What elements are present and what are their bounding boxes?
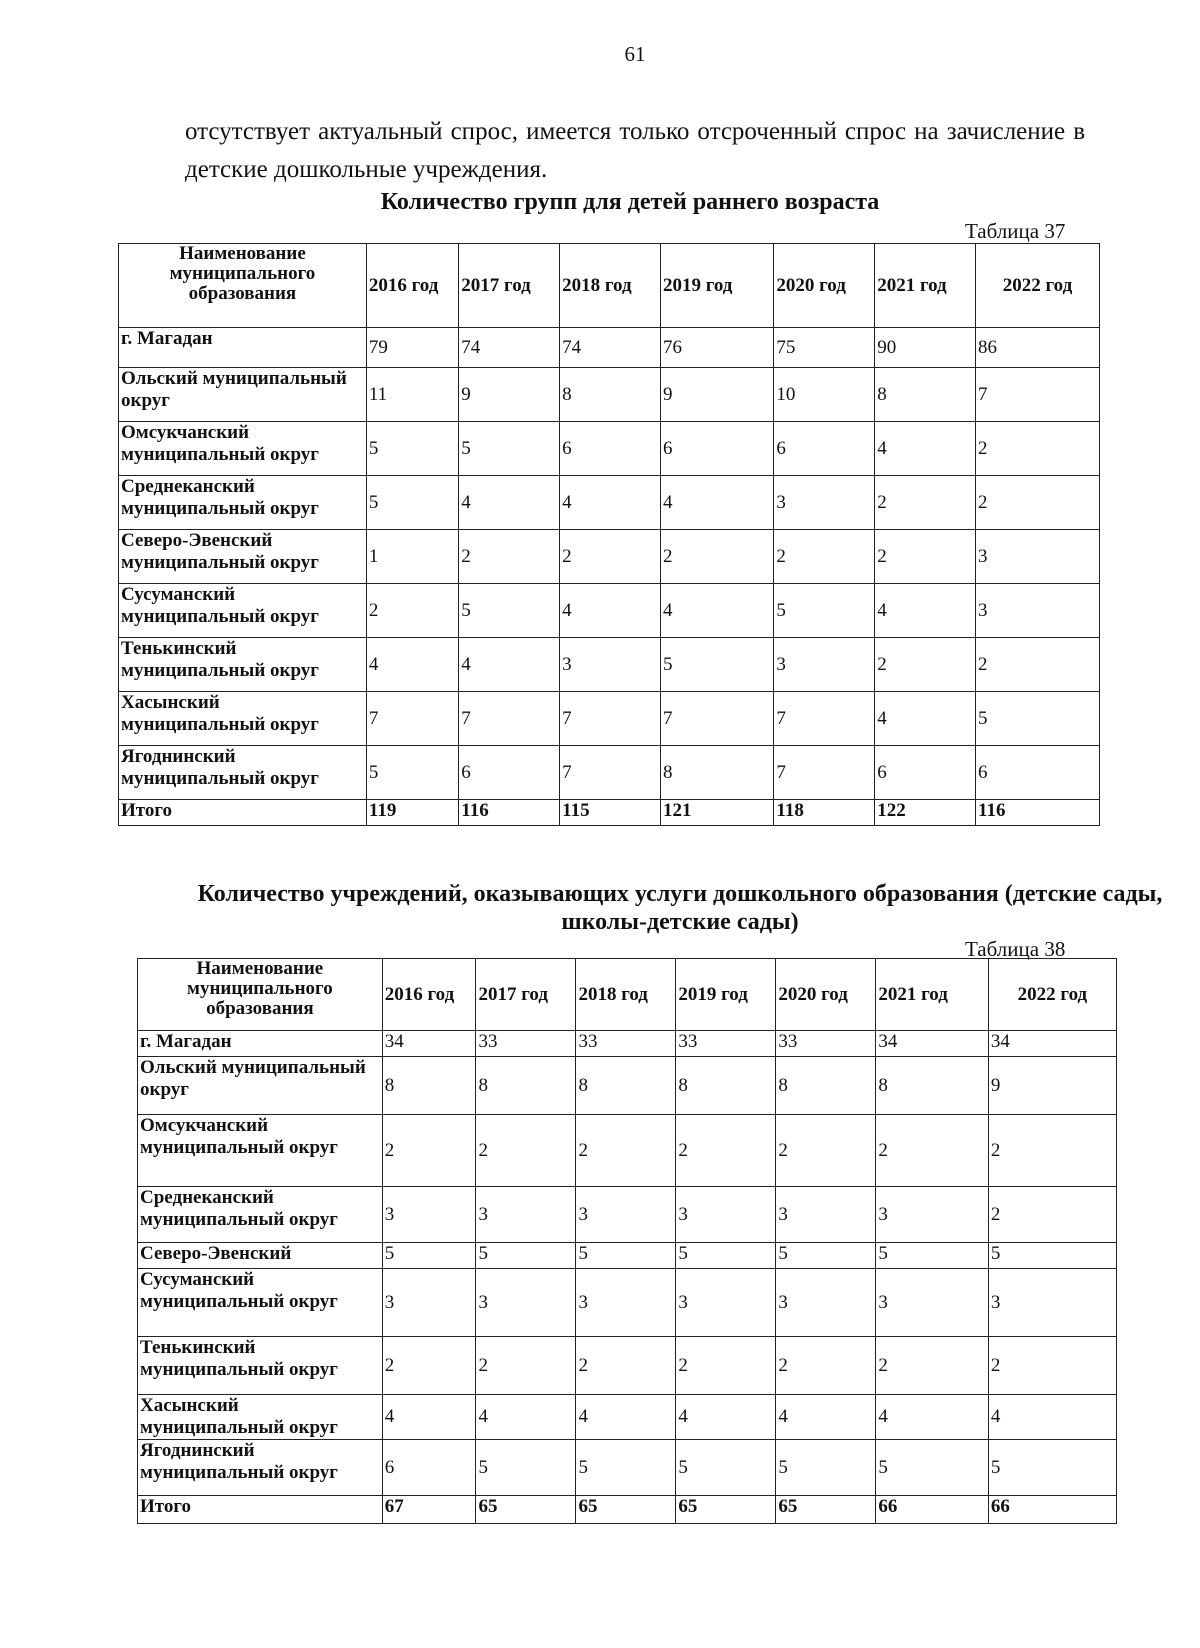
cell-value: 4 <box>576 1395 676 1440</box>
cell-value: 33 <box>576 1031 676 1057</box>
cell-value: 4 <box>459 476 560 530</box>
cell-value: 2 <box>560 530 661 584</box>
table-row <box>138 1440 1117 1496</box>
cell-value: 2 <box>976 638 1100 692</box>
cell-value: 2 <box>875 530 976 584</box>
cell-value: 2 <box>676 1115 776 1187</box>
cell-value: 3 <box>576 1187 676 1243</box>
cell-value: 3 <box>774 476 875 530</box>
municipality-name: Ягоднинский муниципальный округ <box>119 746 367 800</box>
table-38-caption: Таблица 38 <box>965 937 1066 961</box>
cell-value: 4 <box>660 584 773 638</box>
total-value: 118 <box>774 800 875 826</box>
cell-value: 5 <box>776 1440 876 1496</box>
municipality-name: Омсукчанский муниципальный округ <box>138 1115 383 1187</box>
year-header: 2021 год <box>876 959 988 1031</box>
cell-value: 3 <box>976 584 1100 638</box>
table-row <box>138 1269 1117 1337</box>
cell-value: 74 <box>560 328 661 368</box>
cell-value: 8 <box>660 746 773 800</box>
cell-value: 2 <box>576 1115 676 1187</box>
table-row <box>138 1115 1117 1187</box>
cell-value: 3 <box>988 1269 1116 1337</box>
cell-value: 4 <box>476 1395 576 1440</box>
cell-value: 90 <box>875 328 976 368</box>
cell-value: 2 <box>976 476 1100 530</box>
cell-value: 6 <box>560 422 661 476</box>
total-value: 116 <box>459 800 560 826</box>
cell-value: 2 <box>976 422 1100 476</box>
year-header: 2017 год <box>459 244 560 328</box>
cell-value: 6 <box>976 746 1100 800</box>
table-row <box>119 746 1100 800</box>
cell-value: 2 <box>988 1337 1116 1395</box>
page-number: 61 <box>624 42 646 66</box>
cell-value: 4 <box>776 1395 876 1440</box>
cell-value: 5 <box>676 1440 776 1496</box>
cell-value: 74 <box>459 328 560 368</box>
table-row <box>119 368 1100 422</box>
table-row <box>119 584 1100 638</box>
cell-value: 2 <box>476 1115 576 1187</box>
cell-value: 5 <box>988 1243 1116 1269</box>
cell-value: 10 <box>774 368 875 422</box>
total-value: 65 <box>676 1496 776 1524</box>
table-row <box>119 692 1100 746</box>
cell-value: 8 <box>476 1057 576 1115</box>
cell-value: 3 <box>876 1187 988 1243</box>
cell-value: 2 <box>382 1115 476 1187</box>
cell-value: 33 <box>776 1031 876 1057</box>
cell-value: 4 <box>875 422 976 476</box>
cell-value: 6 <box>382 1440 476 1496</box>
cell-value: 2 <box>676 1337 776 1395</box>
cell-value: 4 <box>382 1395 476 1440</box>
municipality-name: г. Магадан <box>138 1031 383 1057</box>
table-37 <box>118 243 1100 826</box>
cell-value: 7 <box>560 692 661 746</box>
cell-value: 3 <box>382 1269 476 1337</box>
cell-value: 2 <box>988 1115 1116 1187</box>
table-row <box>138 1057 1117 1115</box>
cell-value: 86 <box>976 328 1100 368</box>
total-value: 121 <box>660 800 773 826</box>
cell-value: 4 <box>560 584 661 638</box>
total-value: 67 <box>382 1496 476 1524</box>
cell-value: 4 <box>560 476 661 530</box>
name-column-header: Наименование муниципального образования <box>138 959 383 1031</box>
total-value: 66 <box>988 1496 1116 1524</box>
cell-value: 2 <box>576 1337 676 1395</box>
cell-value: 3 <box>774 638 875 692</box>
municipality-name: Сусуманский муниципальный округ <box>119 584 367 638</box>
cell-value: 4 <box>676 1395 776 1440</box>
cell-value: 2 <box>876 1337 988 1395</box>
cell-value: 5 <box>366 746 458 800</box>
cell-value: 5 <box>876 1243 988 1269</box>
cell-value: 8 <box>576 1057 676 1115</box>
cell-value: 2 <box>876 1115 988 1187</box>
table-37-caption: Таблица 37 <box>965 219 1066 243</box>
municipality-name: г. Магадан <box>119 328 367 368</box>
table-37-header-row <box>119 244 1100 328</box>
cell-value: 6 <box>774 422 875 476</box>
total-label: Итого <box>138 1496 383 1524</box>
cell-value: 2 <box>875 476 976 530</box>
municipality-name: Сусуманский муниципальный округ <box>138 1269 383 1337</box>
cell-value: 5 <box>476 1440 576 1496</box>
intro-paragraph: отсутствует актуальный спрос, имеется только отсроченный спрос на зачисление в детские дошкольные учреждения. <box>185 118 1085 183</box>
cell-value: 5 <box>366 476 458 530</box>
total-label: Итого <box>119 800 367 826</box>
cell-value: 33 <box>676 1031 776 1057</box>
cell-value: 9 <box>988 1057 1116 1115</box>
cell-value: 2 <box>774 530 875 584</box>
cell-value: 5 <box>576 1243 676 1269</box>
total-value: 65 <box>476 1496 576 1524</box>
cell-value: 4 <box>988 1395 1116 1440</box>
cell-value: 5 <box>774 584 875 638</box>
cell-value: 9 <box>459 368 560 422</box>
cell-value: 2 <box>459 530 560 584</box>
cell-value: 6 <box>660 422 773 476</box>
municipality-name: Среднеканский муниципальный округ <box>119 476 367 530</box>
cell-value: 5 <box>676 1243 776 1269</box>
cell-value: 3 <box>476 1269 576 1337</box>
cell-value: 5 <box>459 584 560 638</box>
year-header: 2020 год <box>774 244 875 328</box>
cell-value: 3 <box>776 1269 876 1337</box>
municipality-name: Среднеканский муниципальный округ <box>138 1187 383 1243</box>
cell-value: 3 <box>676 1269 776 1337</box>
cell-value: 76 <box>660 328 773 368</box>
year-header: 2018 год <box>576 959 676 1031</box>
municipality-name: Ольский муниципальный округ <box>138 1057 383 1115</box>
cell-value: 5 <box>382 1243 476 1269</box>
year-header: 2016 год <box>366 244 458 328</box>
cell-value: 8 <box>776 1057 876 1115</box>
table-row <box>119 530 1100 584</box>
name-column-header: Наименование муниципального образования <box>119 244 367 328</box>
cell-value: 5 <box>459 422 560 476</box>
table-37-title: Количество групп для детей раннего возраста <box>380 189 880 215</box>
total-value: 65 <box>776 1496 876 1524</box>
year-header: 2016 год <box>382 959 476 1031</box>
cell-value: 8 <box>875 368 976 422</box>
municipality-name: Омсукчанский муниципальный округ <box>119 422 367 476</box>
year-header: 2019 год <box>676 959 776 1031</box>
cell-value: 7 <box>560 746 661 800</box>
cell-value: 3 <box>476 1187 576 1243</box>
year-header: 2022 год <box>976 244 1100 328</box>
cell-value: 7 <box>976 368 1100 422</box>
cell-value: 4 <box>459 638 560 692</box>
cell-value: 5 <box>660 638 773 692</box>
cell-value: 34 <box>876 1031 988 1057</box>
cell-value: 7 <box>660 692 773 746</box>
table-row <box>119 476 1100 530</box>
cell-value: 2 <box>660 530 773 584</box>
municipality-name: Тенькинский муниципальный округ <box>119 638 367 692</box>
year-header: 2021 год <box>875 244 976 328</box>
total-value: 65 <box>576 1496 676 1524</box>
cell-value: 5 <box>876 1440 988 1496</box>
cell-value: 4 <box>876 1395 988 1440</box>
municipality-name: Северо-Эвенский муниципальный округ <box>119 530 367 584</box>
cell-value: 7 <box>366 692 458 746</box>
table-38-title: Количество учреждений, оказывающих услуги дошкольного образования (детские сады, школы-детские сады) <box>197 881 1163 935</box>
total-value: 119 <box>366 800 458 826</box>
cell-value: 4 <box>875 692 976 746</box>
cell-value: 34 <box>988 1031 1116 1057</box>
cell-value: 3 <box>560 638 661 692</box>
total-value: 115 <box>560 800 661 826</box>
cell-value: 5 <box>976 692 1100 746</box>
cell-value: 3 <box>976 530 1100 584</box>
cell-value: 3 <box>776 1187 876 1243</box>
year-header: 2017 год <box>476 959 576 1031</box>
cell-value: 2 <box>476 1337 576 1395</box>
cell-value: 7 <box>774 746 875 800</box>
cell-value: 79 <box>366 328 458 368</box>
cell-value: 7 <box>459 692 560 746</box>
cell-value: 8 <box>560 368 661 422</box>
table-38-header-row <box>138 959 1117 1031</box>
cell-value: 7 <box>774 692 875 746</box>
cell-value: 2 <box>776 1337 876 1395</box>
cell-value: 2 <box>382 1337 476 1395</box>
total-row <box>119 800 1100 826</box>
cell-value: 5 <box>366 422 458 476</box>
cell-value: 3 <box>876 1269 988 1337</box>
cell-value: 3 <box>576 1269 676 1337</box>
cell-value: 75 <box>774 328 875 368</box>
table-row <box>138 1337 1117 1395</box>
year-header: 2019 год <box>660 244 773 328</box>
cell-value: 6 <box>875 746 976 800</box>
cell-value: 5 <box>576 1440 676 1496</box>
cell-value: 8 <box>676 1057 776 1115</box>
cell-value: 4 <box>875 584 976 638</box>
municipality-name: Ольский муниципальный округ <box>119 368 367 422</box>
total-row <box>138 1496 1117 1524</box>
cell-value: 4 <box>660 476 773 530</box>
cell-value: 1 <box>366 530 458 584</box>
cell-value: 8 <box>876 1057 988 1115</box>
table-row <box>138 1395 1117 1440</box>
cell-value: 5 <box>776 1243 876 1269</box>
table-row <box>138 1187 1117 1243</box>
year-header: 2022 год <box>988 959 1116 1031</box>
table-row <box>119 422 1100 476</box>
cell-value: 8 <box>382 1057 476 1115</box>
table-row <box>119 638 1100 692</box>
municipality-name: Тенькинский муниципальный округ <box>138 1337 383 1395</box>
table-row <box>119 328 1100 368</box>
table-row <box>138 1243 1117 1269</box>
cell-value: 2 <box>776 1115 876 1187</box>
total-value: 122 <box>875 800 976 826</box>
cell-value: 3 <box>382 1187 476 1243</box>
cell-value: 5 <box>476 1243 576 1269</box>
cell-value: 2 <box>988 1187 1116 1243</box>
cell-value: 5 <box>988 1440 1116 1496</box>
cell-value: 3 <box>676 1187 776 1243</box>
table-row <box>138 1031 1117 1057</box>
municipality-name: Хасынский муниципальный округ <box>138 1395 383 1440</box>
municipality-name: Ягоднинский муниципальный округ <box>138 1440 383 1496</box>
total-value: 116 <box>976 800 1100 826</box>
municipality-name: Хасынский муниципальный округ <box>119 692 367 746</box>
cell-value: 6 <box>459 746 560 800</box>
year-header: 2018 год <box>560 244 661 328</box>
cell-value: 2 <box>366 584 458 638</box>
cell-value: 11 <box>366 368 458 422</box>
cell-value: 9 <box>660 368 773 422</box>
table-38 <box>137 958 1117 1524</box>
cell-value: 33 <box>476 1031 576 1057</box>
cell-value: 34 <box>382 1031 476 1057</box>
municipality-name: Северо-Эвенский <box>138 1243 383 1269</box>
cell-value: 2 <box>875 638 976 692</box>
total-value: 66 <box>876 1496 988 1524</box>
year-header: 2020 год <box>776 959 876 1031</box>
cell-value: 4 <box>366 638 458 692</box>
